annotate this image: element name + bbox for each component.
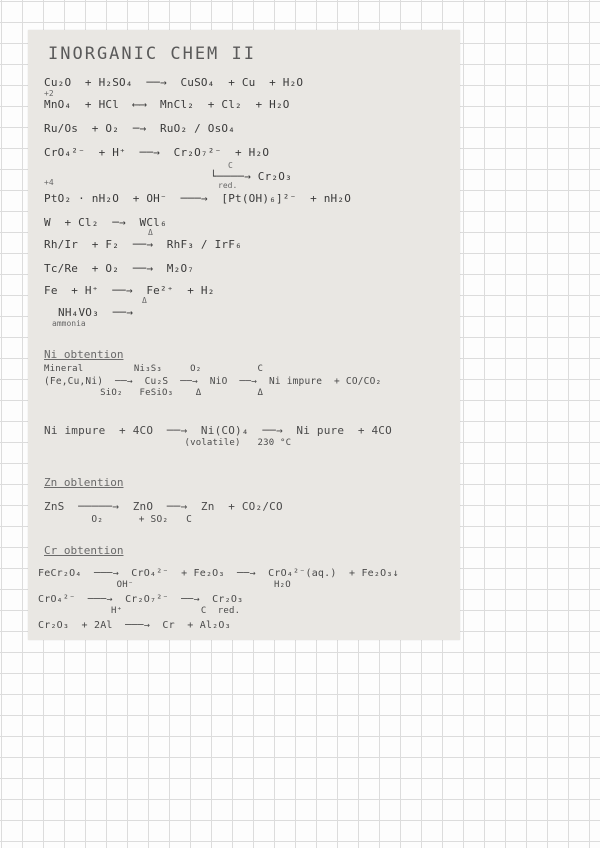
- reaction-line: MnO₄ + HCl ⟵⟶ MnCl₂ + Cl₂ + H₂O: [44, 98, 290, 111]
- section-line: Ni impure + 4CO ──→ Ni(CO)₄ ──→ Ni pure + 4CO: [44, 424, 392, 437]
- arrow-label-bottom: red.: [218, 181, 238, 190]
- section-heading-zn: Zn oblention: [44, 476, 124, 489]
- section-line: (volatile) 230 °C: [44, 438, 292, 448]
- arrow-label-top: Δ: [142, 296, 147, 305]
- section-line: CrO₄²⁻ ───→ Cr₂O₇²⁻ ──→ Cr₂O₃: [38, 594, 244, 605]
- section-line: ZnS ─────→ ZnO ──→ Zn + CO₂/CO: [44, 500, 283, 513]
- reaction-line: NH₄VO₃ ──→: [58, 306, 134, 319]
- reaction-line: Tc/Re + O₂ ──→ M₂O₇: [44, 262, 195, 275]
- section-line: (Fe,Cu,Ni) ──→ Cu₂S ──→ NiO ──→ Ni impure + CO/CO₂: [44, 376, 382, 387]
- reaction-line: CrO₄²⁻ + H⁺ ──→ Cr₂O₇²⁻ + H₂O: [44, 146, 270, 159]
- section-line: H⁺ C red.: [38, 606, 241, 616]
- arrow-label-bottom: ammonia: [52, 319, 86, 328]
- section-heading-cr: Cr obtention: [44, 544, 124, 557]
- section-line: O₂ + SO₂ C: [44, 514, 192, 525]
- oxidation-note: +2: [44, 89, 54, 98]
- oxidation-note: +4: [44, 178, 54, 187]
- reaction-line: PtO₂ · nH₂O + OH⁻ ───→ [Pt(OH)₆]²⁻ + nH₂O: [44, 192, 352, 205]
- section-line: FeCr₂O₄ ───→ CrO₄²⁻ + Fe₂O₃ ──→ CrO₄²⁻(aq.) + Fe₂O₃↓: [38, 568, 399, 579]
- section-line: SiO₂ FeSiO₃ Δ Δ: [44, 388, 264, 398]
- reaction-line: Fe + H⁺ ──→ Fe²⁺ + H₂: [44, 284, 215, 297]
- arrow-label-top: Δ: [148, 228, 153, 237]
- reaction-line: Ru/Os + O₂ ─→ RuO₂ / OsO₄: [44, 122, 236, 135]
- section-line: OH⁻ H₂O: [38, 580, 291, 590]
- handwritten-notes-sheet: [28, 30, 460, 640]
- section-line: Mineral Ni₃S₃ O₂ C: [44, 364, 264, 374]
- reaction-line: Cu₂O + H₂SO₄ ──→ CuSO₄ + Cu + H₂O: [44, 76, 304, 89]
- reaction-line: └────→ Cr₂O₃: [210, 170, 292, 183]
- reaction-line: W + Cl₂ ─→ WCl₆: [44, 216, 167, 229]
- page-title: INORGANIC CHEM II: [48, 44, 256, 64]
- section-heading-ni: Ni obtention: [44, 348, 124, 361]
- section-line: Cr₂O₃ + 2Al ───→ Cr + Al₂O₃: [38, 620, 231, 631]
- reaction-line: Rh/Ir + F₂ ──→ RhF₃ / IrF₆: [44, 238, 242, 251]
- arrow-label-top: C: [228, 161, 233, 170]
